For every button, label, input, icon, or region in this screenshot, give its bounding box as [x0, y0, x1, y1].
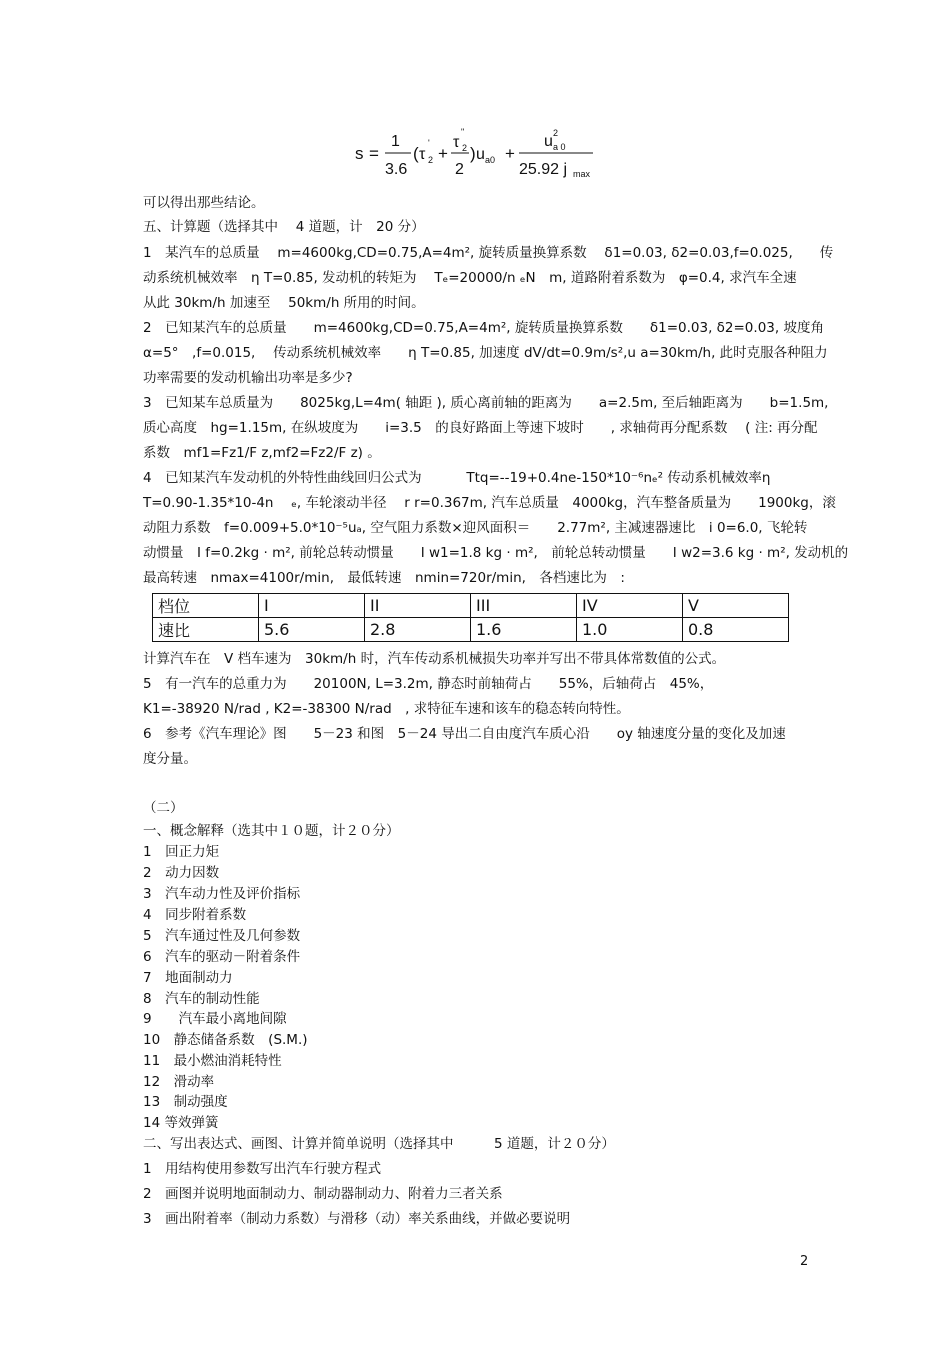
table-row [153, 594, 789, 618]
section-heading: 一、概念解释（选其中１０题，计２０分） [143, 823, 400, 839]
table-cell: 2.8 [365, 618, 471, 642]
list-item: 13 制动强度 [143, 1094, 228, 1110]
table-cell: 5.6 [259, 618, 365, 642]
list-item: 7 地面制动力 [143, 970, 233, 986]
text-line: 6 参考《汽车理论》图 5－23 和图 5－24 导出二自由度汽车质心沿 oy 轴速度分量的变化及加速 [143, 726, 786, 742]
list-item: 3 汽车动力性及评价指标 [143, 886, 301, 902]
formula-den3-sub: max [573, 169, 591, 179]
list-item: 2 画图并说明地面制动力、制动器制动力、附着力三者关系 [143, 1186, 503, 1202]
text-line: T=0.90-1.35*10-4n ₑ, 车轮滚动半径 r r=0.367m, 汽车总质量 4000kg，汽车整备质量为 1900kg，滚 [143, 495, 836, 511]
formula-u-sub: a 0 [553, 142, 566, 152]
section-heading: 五、计算题（选择其中 4 道题，计 20 分） [143, 219, 425, 235]
table-cell: III [471, 594, 577, 618]
text-line: 动阻力系数 f=0.009+5.0*10⁻⁵uₐ, 空气阻力系数×迎风面积＝ 2.77m², 主减速器速比 i 0=6.0, 飞轮转 [143, 520, 808, 536]
list-item: 1 回正力矩 [143, 844, 220, 860]
formula-tau1: τ [419, 146, 426, 163]
text-line: α=5° ,f=0.015, 传动系统机械效率 η T=0.85, 加速度 dV/dt=0.9m/s²,u a=30km/h, 此时克服各种阻力 [143, 345, 828, 361]
list-item: 11 最小燃油消耗特性 [143, 1053, 282, 1069]
list-item: 12 滑动率 [143, 1074, 215, 1090]
table-cell: V [683, 594, 789, 618]
formula-one: 1 [391, 133, 400, 150]
text-line: 系数 mf1=Fz1/F z,mf2=Fz2/F z) 。 [143, 445, 381, 461]
formula-plus2: + [505, 144, 515, 163]
table-cell: IV [577, 594, 683, 618]
formula-paren-close: ) [470, 144, 476, 163]
formula-prime1: ' [428, 138, 430, 148]
list-item: 8 汽车的制动性能 [143, 991, 260, 1007]
table-cell: 0.8 [683, 618, 789, 642]
braking-distance-formula [355, 128, 615, 186]
text-line: 动系统机械效率 η T=0.85, 发动机的转矩为 Tₑ=20000/n ₑN m, 道路附着系数为 φ=0.4, 求汽车全速 [143, 270, 797, 286]
text-line: 4 已知某汽车发动机的外特性曲线回归公式为 Ttq=--19+0.4ne-150*10⁻⁶nₑ² 传动系机械效率η [143, 470, 771, 486]
list-item: 2 动力因数 [143, 865, 220, 881]
formula-tau2: τ [453, 134, 460, 151]
text-line: 功率需要的发动机输出功率是多少? [143, 370, 353, 386]
list-item: 4 同步附着系数 [143, 907, 247, 923]
table-cell: I [259, 594, 365, 618]
list-item: 6 汽车的驱动－附着条件 [143, 949, 301, 965]
section-marker: （二） [143, 800, 184, 816]
text-line: 质心高度 hg=1.15m, 在纵坡度为 i=3.5 的良好路面上等速下坡时 , 求轴荷再分配系数 ( 注: 再分配 [143, 420, 818, 436]
section-heading: 二、写出表达式、画图、计算并简单说明（选择其中 5 道题，计２０分） [143, 1136, 615, 1152]
formula-ua0-sub: a0 [485, 155, 496, 165]
text-line: 最高转速 nmax=4100r/min, 最低转速 nmin=720r/min, 各档速比为 : [143, 570, 625, 586]
text-line: 从此 30km/h 加速至 50km/h 所用的时间。 [143, 295, 425, 311]
text-line: 1 某汽车的总质量 m=4600kg,CD=0.75,A=4m², 旋转质量换算系数 δ1=0.03, δ2=0.03,f=0.025, 传 [143, 245, 834, 261]
text-line: 2 已知某汽车的总质量 m=4600kg,CD=0.75,A=4m², 旋转质量换算系数 δ1=0.03, δ2=0.03, 坡度角 [143, 320, 824, 336]
gear-ratio-table [152, 593, 789, 642]
table-row [153, 618, 789, 642]
formula-den2: 2 [455, 161, 464, 178]
formula-den1: 3.6 [385, 161, 408, 178]
list-item: 1 用结构使用参数写出汽车行驶方程式 [143, 1161, 382, 1177]
formula-plus1: + [438, 144, 448, 163]
table-cell: 档位 [153, 594, 259, 618]
formula-den3: 25.92 j [519, 161, 568, 178]
table-cell: II [365, 594, 471, 618]
list-item: 14 等效弹簧 [143, 1115, 219, 1131]
list-item: 10 静态储备系数 (S.M.) [143, 1032, 308, 1048]
formula-s: s [355, 144, 364, 163]
formula-ua0: u [476, 146, 485, 163]
list-item: 9 汽车最小离地间隙 [143, 1011, 287, 1027]
list-item: 5 汽车通过性及几何参数 [143, 928, 301, 944]
formula-eq: = [369, 144, 379, 163]
table-cell: 1.0 [577, 618, 683, 642]
text-line: 可以得出那些结论。 [143, 195, 265, 211]
formula-u: u [544, 133, 553, 150]
text-line: 度分量。 [143, 751, 197, 767]
table-cell: 速比 [153, 618, 259, 642]
text-line: 动惯量 I f=0.2kg · m², 前轮总转动惯量 I w1=1.8 kg · m², 前轮总转动惯量 I w2=3.6 kg · m², 发动机的 [143, 545, 849, 561]
formula-prime2: " [461, 128, 465, 137]
list-item: 3 画出附着率（制动力系数）与滑移（动）率关系曲线，并做必要说明 [143, 1211, 571, 1227]
text-line: 计算汽车在 V 档车速为 30km/h 时，汽车传动系机械损失功率并写出不带具体常数值的公式。 [143, 651, 726, 667]
formula-sub1: 2 [428, 155, 434, 165]
formula-paren-open: ( [413, 144, 419, 163]
formula-u-sup: 2 [553, 128, 559, 138]
text-line: K1=-38920 N/rad , K2=-38300 N/rad , 求特征车速和该车的稳态转向特性。 [143, 701, 630, 717]
formula-sub2: 2 [462, 143, 468, 153]
text-line: 3 已知某车总质量为 8025kg,L=4m( 轴距 ), 质心离前轴的距离为 a=2.5m, 至后轴距离为 b=1.5m, [143, 395, 829, 411]
page-number: 2 [800, 1254, 809, 1269]
text-line: 5 有一汽车的总重力为 20100N, L=3.2m, 静态时前轴荷占 55%，后轴荷占 45%， [143, 676, 714, 692]
table-cell: 1.6 [471, 618, 577, 642]
